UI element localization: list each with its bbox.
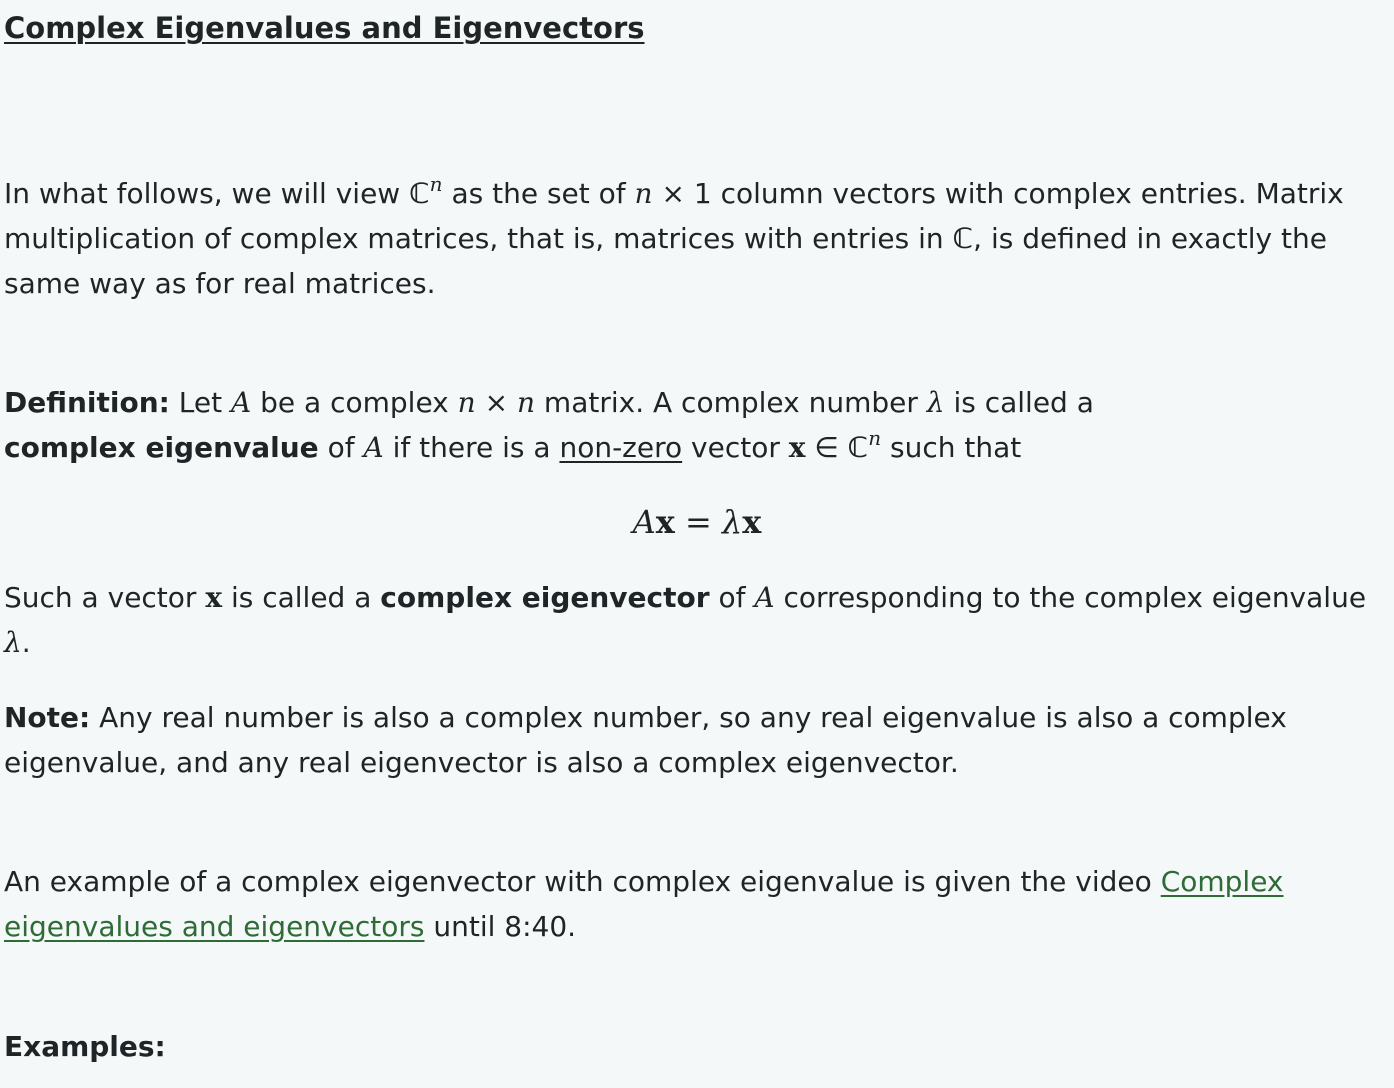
- math-vector-x: x: [655, 503, 675, 541]
- note-label: Note:: [4, 701, 91, 734]
- examples-heading: [4, 1024, 1392, 1069]
- eigenvector-paragraph: [4, 575, 1392, 665]
- note-paragraph: [4, 695, 1392, 785]
- definition-text: of: [318, 431, 364, 464]
- example-paragraph: [4, 859, 1392, 949]
- body-text: until 8:40.: [424, 910, 577, 943]
- intro-text: as the set of: [442, 177, 635, 210]
- complex-set-symbol: ℂ: [847, 431, 869, 464]
- math-A: A: [363, 431, 384, 464]
- math-n: n: [516, 386, 536, 419]
- body-text: Such a vector: [4, 581, 206, 614]
- equals-symbol: =: [674, 503, 722, 541]
- definition-text: is called a: [944, 386, 1094, 419]
- math-vector-x: x: [205, 581, 223, 614]
- definition-text: Let: [169, 386, 231, 419]
- math-vector-x: x: [742, 503, 762, 541]
- math-one: 1: [693, 177, 712, 210]
- note-text: Any real number is also a complex number, so any real eigenvalue is also a complex eigenvalue, and any real eigenvector is also a complex eigenvector.: [4, 701, 1287, 779]
- body-text: corresponding to the complex eigenvalue: [774, 581, 1367, 614]
- math-lambda: λ: [926, 386, 945, 419]
- definition-text: be a complex: [251, 386, 458, 419]
- intro-text: column vectors with complex entries. Matrix multiplication of complex matrices, that is, matrices with entries in: [4, 177, 1344, 255]
- eigen-equation: [0, 500, 1394, 545]
- intro-text: , is defined in exactly the same way as for real matrices.: [4, 222, 1327, 300]
- definition-paragraph: [4, 380, 1392, 470]
- complex-set-symbol: ℂ: [409, 177, 430, 210]
- math-lambda: λ: [4, 626, 22, 659]
- intro-text: In what follows, we will view: [4, 177, 410, 210]
- times-symbol: ×: [652, 177, 694, 210]
- math-lambda: λ: [721, 503, 743, 541]
- times-symbol: ×: [475, 386, 517, 419]
- body-text: of: [709, 581, 755, 614]
- definition-text: such that: [881, 431, 1022, 464]
- term-complex-eigenvector: complex eigenvector: [380, 581, 710, 614]
- exponent-n: n: [429, 172, 443, 196]
- definition-label: Definition:: [4, 386, 170, 419]
- definition-text: if there is a: [383, 431, 560, 464]
- math-A: A: [632, 503, 656, 541]
- term-complex-eigenvalue: complex eigenvalue: [4, 431, 319, 464]
- body-text: is called a: [222, 581, 381, 614]
- video-link[interactable]: Complex eigenvalues and eigenvectors: [4, 865, 1284, 943]
- element-of-symbol: ∈: [805, 431, 848, 464]
- complex-set-symbol: ℂ: [952, 222, 974, 255]
- math-n: n: [634, 177, 653, 210]
- body-text: An example of a complex eigenvector with complex eigenvalue is given the video: [4, 865, 1161, 898]
- definition-text: vector: [682, 431, 789, 464]
- definition-text: matrix. A complex number: [535, 386, 927, 419]
- non-zero-underlined: non-zero: [559, 431, 683, 464]
- intro-paragraph: [4, 171, 1392, 306]
- body-text: .: [21, 626, 31, 659]
- page-title: Complex Eigenvalues and Eigenvectors: [4, 11, 645, 45]
- examples-label: Examples:: [4, 1030, 166, 1063]
- math-n: n: [457, 386, 476, 419]
- math-A: A: [231, 386, 252, 419]
- exponent-n: n: [868, 426, 882, 450]
- math-A: A: [754, 581, 775, 614]
- math-vector-x: x: [788, 431, 806, 464]
